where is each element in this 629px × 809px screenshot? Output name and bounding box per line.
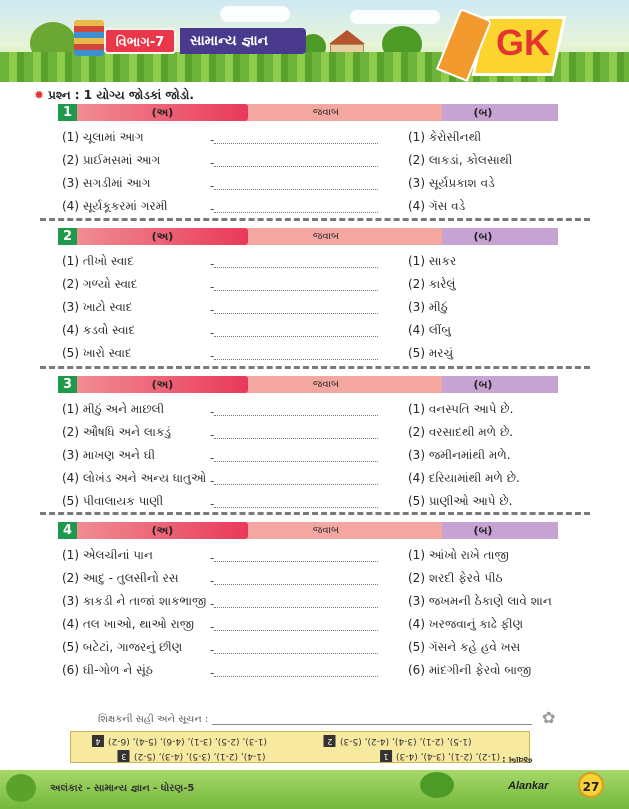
item-a: (1) એલચીનાં પાન bbox=[62, 548, 153, 562]
match-row bbox=[58, 444, 558, 467]
answer-blank[interactable] bbox=[214, 212, 378, 213]
answer-dash: - bbox=[210, 551, 215, 565]
page-number: 27 bbox=[578, 772, 604, 798]
answer-blank[interactable] bbox=[214, 290, 378, 291]
section-divider bbox=[40, 512, 590, 515]
column-header-b: (બ) bbox=[408, 228, 558, 245]
column-header-a: (અ) bbox=[77, 376, 248, 393]
match-row bbox=[58, 421, 558, 444]
brand-logo: Alankar bbox=[508, 780, 549, 792]
column-header-a: (અ) bbox=[77, 104, 248, 121]
column-header-answer: જવાબ bbox=[210, 522, 442, 539]
section-divider bbox=[40, 366, 590, 369]
item-a: (3) સગડીમાં આગ bbox=[62, 176, 151, 190]
answer-key-item: (1-3), (2-5), (3-1), (4-6), (5-4), (6-2)4 bbox=[92, 735, 267, 747]
tree-illustration bbox=[6, 774, 36, 802]
flower-icon: ✿ bbox=[542, 708, 556, 727]
column-header-answer: જવાબ bbox=[210, 376, 442, 393]
section-number: 3 bbox=[58, 376, 77, 393]
item-b: (4) ખરજવાનું કાઢે ફીણ bbox=[408, 617, 524, 631]
answer-dash: - bbox=[210, 179, 215, 193]
answer-dash: - bbox=[210, 326, 215, 340]
item-a: (1) ચૂલામાં આગ bbox=[62, 130, 144, 144]
answer-dash: - bbox=[210, 303, 215, 317]
match-row bbox=[58, 659, 558, 682]
answer-key-item: (1-5), (2-1), (3-4), (4-2), (5-3)2 bbox=[324, 735, 472, 747]
answer-blank[interactable] bbox=[214, 484, 378, 485]
item-a: (6) ઘી-ગોળ ને સૂંઠ bbox=[62, 663, 153, 677]
column-header-b: (બ) bbox=[408, 104, 558, 121]
item-a: (1) તીખો સ્વાદ bbox=[62, 254, 134, 268]
item-a: (5) ખારો સ્વાદ bbox=[62, 346, 132, 360]
section-number: 1 bbox=[58, 104, 77, 121]
item-b: (5) પ્રાણીઓ આપે છે. bbox=[408, 494, 513, 508]
answer-blank[interactable] bbox=[214, 336, 378, 337]
answer-dash: - bbox=[210, 574, 215, 588]
column-header-a: (અ) bbox=[77, 228, 248, 245]
answer-dash: - bbox=[210, 156, 215, 170]
item-a: (3) માખણ અને ઘી bbox=[62, 448, 156, 462]
item-b: (4) લીંબુ bbox=[408, 323, 451, 337]
answer-blank[interactable] bbox=[214, 267, 378, 268]
answer-dash: - bbox=[210, 497, 215, 511]
column-header-a: (અ) bbox=[77, 522, 248, 539]
answer-key-item: (1-4), (2-1), (3-5), (4-3), (5-2)3 bbox=[118, 750, 266, 762]
answer-blank[interactable] bbox=[214, 189, 378, 190]
section-badge: વિભાગ-7 bbox=[104, 28, 176, 54]
page-title: સામાન્ય જ્ઞાન bbox=[180, 28, 306, 54]
match-rows bbox=[58, 544, 558, 682]
answer-dash: - bbox=[210, 428, 215, 442]
column-header-b: (બ) bbox=[408, 376, 558, 393]
answer-dash: - bbox=[210, 666, 215, 680]
item-b: (3) સૂર્યપ્રકાશ વડે bbox=[408, 176, 495, 190]
answer-dash: - bbox=[210, 620, 215, 634]
roof-illustration bbox=[329, 30, 365, 44]
books-icon bbox=[74, 20, 104, 56]
item-a: (2) ગળ્યો સ્વાદ bbox=[62, 277, 138, 291]
item-a: (1) મીઠું અને માછલી bbox=[62, 402, 165, 416]
match-row bbox=[58, 567, 558, 590]
column-header-answer: જવાબ bbox=[210, 228, 442, 245]
answer-dash: - bbox=[210, 597, 215, 611]
column-header-answer: જવાબ bbox=[210, 104, 442, 121]
book-info: અલંકાર - સામાન્ય જ્ઞાન - ધોરણ-5 bbox=[50, 783, 195, 794]
answer-blank[interactable] bbox=[214, 630, 378, 631]
match-row bbox=[58, 172, 558, 195]
answer-dash: - bbox=[210, 280, 215, 294]
question-heading bbox=[34, 88, 194, 103]
item-b: (3) મીઠું bbox=[408, 300, 448, 314]
match-row bbox=[58, 613, 558, 636]
section-divider bbox=[40, 218, 590, 221]
cloud-decoration bbox=[220, 6, 290, 22]
answer-dash: - bbox=[210, 257, 215, 271]
match-row bbox=[58, 490, 558, 513]
item-b: (2) કારેલું bbox=[408, 277, 456, 291]
tree-illustration bbox=[420, 772, 454, 798]
item-b: (1) કેરોસીનથી bbox=[408, 130, 482, 144]
answer-blank[interactable] bbox=[214, 607, 378, 608]
answer-blank[interactable] bbox=[214, 415, 378, 416]
item-a: (2) ઔષધિ અને લાકડું bbox=[62, 425, 171, 439]
teacher-sign-label: શિક્ષકની સહી અને સૂચન : bbox=[98, 714, 209, 725]
item-a: (3) ખાટો સ્વાદ bbox=[62, 300, 133, 314]
section-number: 2 bbox=[58, 228, 77, 245]
question-text: પ્રશ્ન : 1 યોગ્ય જોડકાં જોડો. bbox=[48, 88, 194, 102]
answer-key-item: (1-2), (2-1), (3-4), (4-3)1 bbox=[380, 750, 500, 762]
match-row bbox=[58, 398, 558, 421]
item-b: (2) લાકડાં, કોલસાથી bbox=[408, 153, 513, 167]
answer-blank[interactable] bbox=[214, 359, 378, 360]
item-a: (4) કડવો સ્વાદ bbox=[62, 323, 136, 337]
page-header bbox=[0, 0, 629, 82]
answer-blank[interactable] bbox=[214, 653, 378, 654]
match-row bbox=[58, 544, 558, 567]
item-a: (2) પ્રાઈમસમાં આગ bbox=[62, 153, 161, 167]
item-a: (5) પીવાલાયક પાણી bbox=[62, 494, 164, 508]
item-a: (3) કાકડી ને તાજાં શાકભાજી bbox=[62, 594, 207, 608]
item-b: (6) માંદગીની ફેરવો બાજી bbox=[408, 663, 532, 677]
answer-key-title: જવાબ : bbox=[502, 754, 533, 764]
item-b: (1) આંખો રાખે તાજી bbox=[408, 548, 509, 562]
section-number: 4 bbox=[58, 522, 77, 539]
answer-blank[interactable] bbox=[214, 561, 378, 562]
answer-blank[interactable] bbox=[214, 584, 378, 585]
match-row bbox=[58, 126, 558, 149]
item-b: (2) શરદી ફેરવે પીઠ bbox=[408, 571, 503, 585]
answer-blank[interactable] bbox=[214, 143, 378, 144]
match-row bbox=[58, 195, 558, 218]
answer-dash: - bbox=[210, 643, 215, 657]
answer-dash: - bbox=[210, 202, 215, 216]
item-b: (4) ગૅસ વડે bbox=[408, 199, 466, 213]
answer-dash: - bbox=[210, 349, 215, 363]
match-row bbox=[58, 296, 558, 319]
answer-blank[interactable] bbox=[214, 313, 378, 314]
teacher-sign-line[interactable] bbox=[212, 724, 532, 725]
answer-blank[interactable] bbox=[214, 507, 378, 508]
match-rows bbox=[58, 126, 558, 218]
answer-dash: - bbox=[210, 451, 215, 465]
match-row bbox=[58, 250, 558, 273]
answer-dash: - bbox=[210, 133, 215, 147]
item-b: (3) જમીનમાંથી મળે. bbox=[408, 448, 511, 462]
gk-badge: GK bbox=[496, 22, 550, 63]
item-b: (1) સાકર bbox=[408, 254, 457, 268]
match-row bbox=[58, 590, 558, 613]
cloud-decoration bbox=[350, 10, 440, 24]
answer-blank[interactable] bbox=[214, 438, 378, 439]
match-rows bbox=[58, 250, 558, 365]
item-a: (4) તલ ખાઓ, થાઓ રાજી bbox=[62, 617, 194, 631]
item-a: (4) સૂર્યકૂકરમાં ગરમી bbox=[62, 199, 168, 213]
match-row bbox=[58, 319, 558, 342]
item-b: (5) ગૅસને કહે હવે ખસ bbox=[408, 640, 521, 654]
answer-blank[interactable] bbox=[214, 676, 378, 677]
answer-dash: - bbox=[210, 405, 215, 419]
match-row bbox=[58, 467, 558, 490]
answer-dash: - bbox=[210, 474, 215, 488]
item-a: (2) આદુ - તુલસીનો રસ bbox=[62, 571, 179, 585]
answer-blank[interactable] bbox=[214, 166, 378, 167]
item-b: (4) દરિયામાંથી મળે છે. bbox=[408, 471, 520, 485]
answer-blank[interactable] bbox=[214, 461, 378, 462]
item-a: (5) બટેટાં, ગાજરનું છીણ bbox=[62, 640, 183, 654]
flower-bullet-icon: ✹ bbox=[34, 88, 45, 102]
match-rows bbox=[58, 398, 558, 513]
match-row bbox=[58, 636, 558, 659]
item-a: (4) લોખંડ અને અન્ય ધાતુઓ bbox=[62, 471, 207, 485]
item-b: (3) જખમની ઠેકાણે લાવે શાન bbox=[408, 594, 552, 608]
column-header-b: (બ) bbox=[408, 522, 558, 539]
match-row bbox=[58, 342, 558, 365]
item-b: (5) મરચું bbox=[408, 346, 454, 360]
match-row bbox=[58, 273, 558, 296]
match-row bbox=[58, 149, 558, 172]
item-b: (2) વરસાદથી મળે છે. bbox=[408, 425, 514, 439]
item-b: (1) વનસ્પતિ આપે છે. bbox=[408, 402, 514, 416]
